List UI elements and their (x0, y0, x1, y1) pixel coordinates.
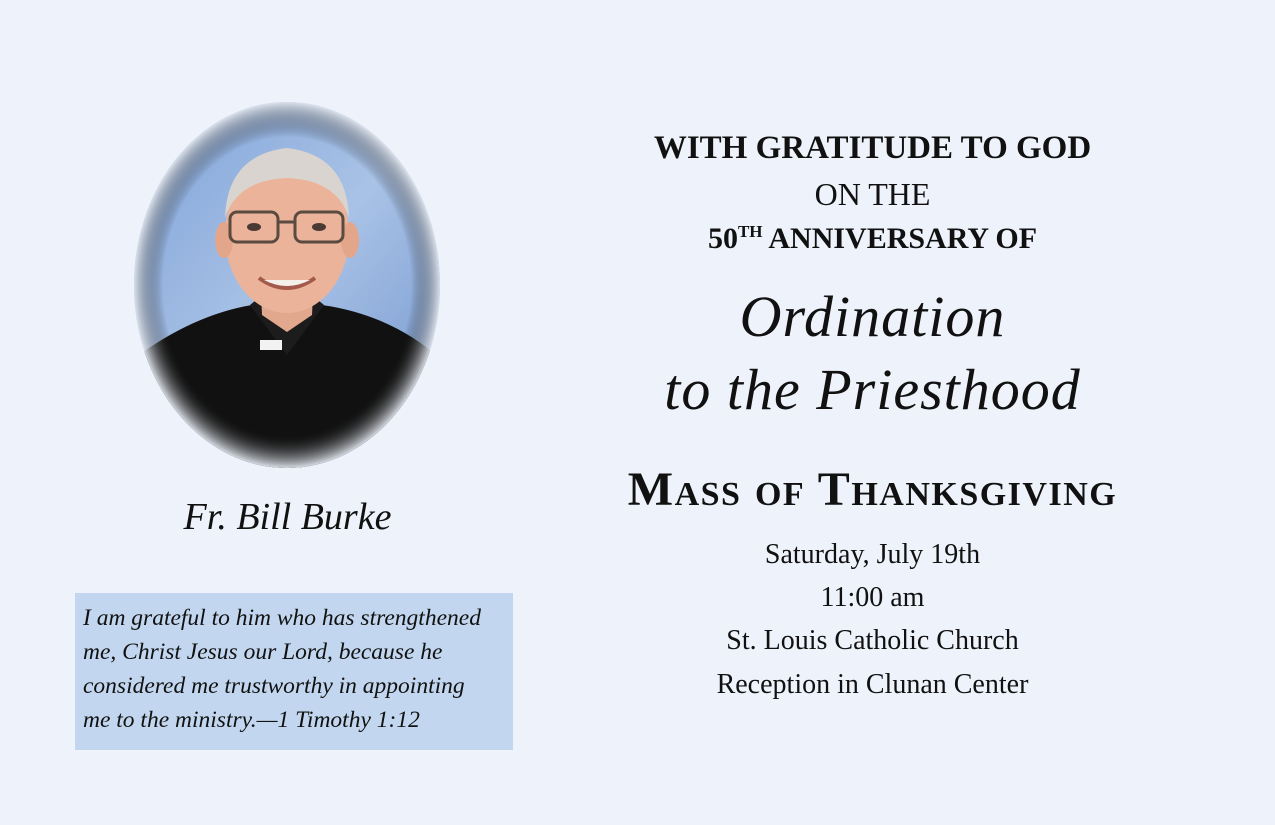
anniversary-label: ANNIVERSARY OF (762, 222, 1038, 255)
heading-on-the: ON THE (814, 176, 931, 212)
script-priesthood: to the Priesthood (664, 357, 1081, 422)
mass-title: Mass of Thanksgiving (627, 463, 1118, 516)
heading-gratitude: WITH GRATITUDE TO GOD (653, 130, 1092, 166)
event-time: 11:00 am (820, 582, 925, 613)
event-location: St. Louis Catholic Church (726, 625, 1019, 656)
priest-portrait (132, 100, 442, 470)
priest-name: Fr. Bill Burke (183, 496, 392, 538)
anniversary-suffix: TH (737, 222, 763, 241)
quote-line: me to the ministry.—1 Timothy 1:12 (83, 707, 420, 733)
event-reception: Reception in Clunan Center (716, 669, 1029, 700)
quote-line: I am grateful to him who has strengthened (83, 605, 481, 631)
quote-line: me, Christ Jesus our Lord, because he (83, 639, 443, 665)
script-ordination: Ordination (739, 284, 1006, 349)
event-date: Saturday, July 19th (764, 539, 981, 570)
quote-line: considered me trustworthy in appointing (83, 673, 465, 699)
scripture-quote (83, 601, 509, 737)
scripture-quote-box (75, 593, 513, 750)
heading-anniversary (560, 219, 1185, 259)
anniversary-number: 50 (707, 222, 738, 255)
